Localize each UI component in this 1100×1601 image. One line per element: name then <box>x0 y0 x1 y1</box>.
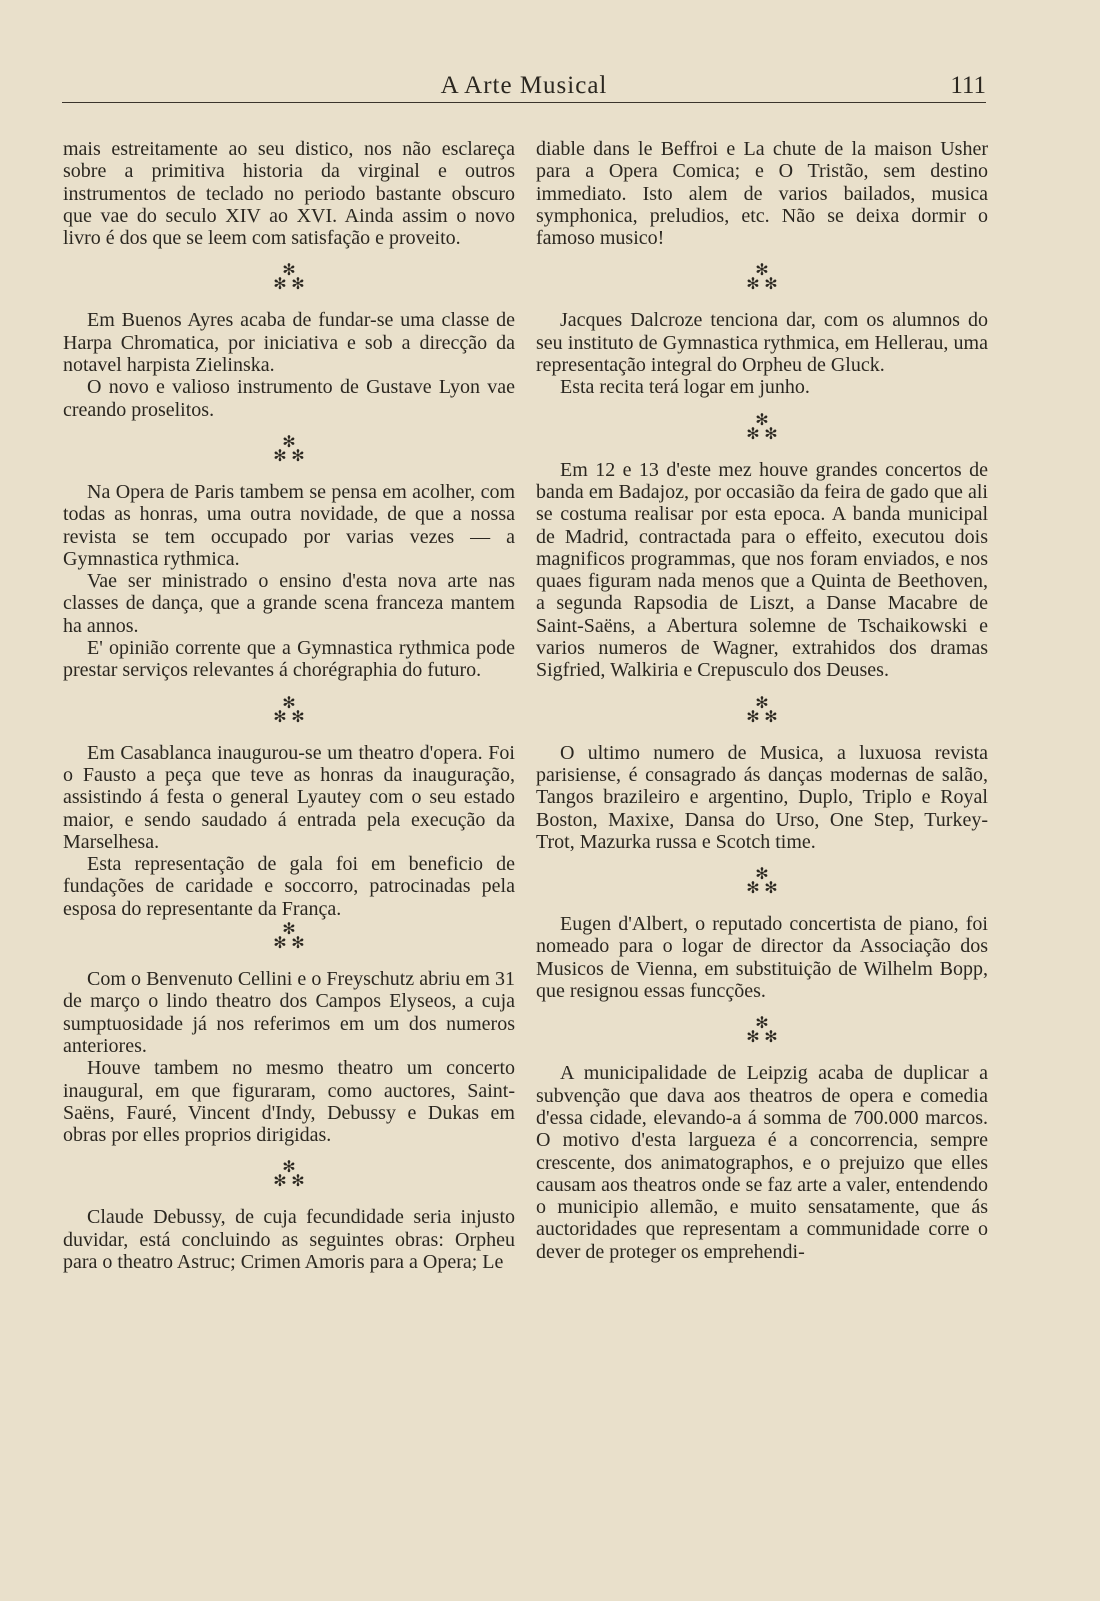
paragraph: Com o Benvenuto Cellini e o Freyschutz abriu em 31 de março o lindo theatro dos Campos Elyseos, a cuja sumptuosidade já nos referimos em um dos numeros anteriores. <box>63 968 515 1057</box>
paragraph: Em Casablanca inaugurou-se um theatro d'opera. Foi o Fausto a peça que teve as honras da inauguração, assistindo á festa o general Lyautey com o seu estado maior, e sendo saudado á entrada pela execução da Marselhesa. <box>63 741 515 853</box>
paragraph: O ultimo numero de Musica, a luxuosa revista parisiense, é consagrado ás danças modernas de salão, Tangos brazileiro e argentino, Duplo, Triplo e Royal Boston, Maxixe, Dansa do Urso, One Step, Turkey-Trot, Mazurka russa e Scotch time. <box>536 741 988 853</box>
paragraph: Jacques Dalcroze tenciona dar, com os alumnos do seu instituto de Gymnastica rythmica, em Hellerau, uma representação integral do Orpheu de Gluck. <box>536 309 988 377</box>
asterism-icon <box>269 1158 309 1194</box>
paragraph: diable dans le Beffroi e La chute de la maison Usher para a Opera Comica; e O Tristão, sem destino immediato. Isto alem de varios bailados, musica symphonica, preludios, etc. Não se deixa dormir o famoso musico! <box>536 138 988 250</box>
asterism-icon <box>742 411 782 447</box>
paragraph: Houve tambem no mesmo theatro um concerto inaugural, em que figuraram, como auctores, Saint-Saëns, Fauré, Vincent d'Indy, Debussy e Dukas em obras por elles proprios dirigidas. <box>63 1057 515 1147</box>
svg-text:✻: ✻ <box>282 693 296 712</box>
right-column <box>536 138 988 1263</box>
svg-text:✻: ✻ <box>746 706 760 726</box>
svg-text:✻: ✻ <box>273 1171 287 1191</box>
svg-text:✻: ✻ <box>755 693 769 712</box>
svg-text:✻: ✻ <box>282 432 296 451</box>
svg-text:✻: ✻ <box>291 933 305 953</box>
svg-text:✻: ✻ <box>273 274 287 294</box>
svg-text:✻: ✻ <box>291 706 305 726</box>
asterism-icon <box>269 261 309 297</box>
svg-text:✻: ✻ <box>764 706 778 726</box>
svg-text:✻: ✻ <box>764 274 778 294</box>
asterism-icon <box>269 920 309 956</box>
svg-text:✻: ✻ <box>282 920 296 939</box>
svg-text:✻: ✻ <box>273 706 287 726</box>
paragraph: Em 12 e 13 d'este mez houve grandes concertos de banda em Badajoz, por occasião da feira de gado que ali se costuma realisar por esta epoca. A banda municipal de Madrid, contractada para o effeito, executou dois magnificos programmas, que nos foram enviados, e nos quaes figuram nada menos que a Quinta de Beethoven, a segunda Rapsodia de Liszt, a Danse Macabre de Saint-Saëns, a Abertura solemne de Tschaikowski e varios numeros de Wagner, extrahidos dos dramas Sigfried, Walkiria e Crepusculo dos Deuses. <box>536 458 988 682</box>
paragraph: O novo e valioso instrumento de Gustave Lyon vae creando proselitos. <box>63 376 515 421</box>
svg-text:✻: ✻ <box>291 1171 305 1191</box>
asterism-icon <box>742 1014 782 1050</box>
paragraph: Eugen d'Albert, o reputado concertista de piano, foi nomeado para o logar de director da Associação dos Musicos de Vienna, em substituição de Wilhelm Bopp, que resignou essas funcções. <box>536 913 988 1003</box>
paragraph: E' opinião corrente que a Gymnastica rythmica pode prestar serviços relevantes á chorégraphia do futuro. <box>63 637 515 682</box>
paragraph: Esta recita terá logar em junho. <box>560 376 810 399</box>
paragraph: Na Opera de Paris tambem se pensa em acolher, com todas as honras, uma outra novidade, de que a nossa revista se tem occupado por varias vezes — a Gymnastica rythmica. <box>63 480 515 570</box>
svg-text:✻: ✻ <box>746 423 760 443</box>
running-title: A Arte Musical <box>440 72 608 99</box>
asterism-icon <box>742 694 782 730</box>
paragraph: mais estreitamente ao seu distico, nos não esclareça sobre a primitiva historia da virginal e outros instrumentos de teclado no periodo bastante obscuro que vae do seculo XIV ao XVI. Ainda assim o novo livro é dos que se leem com satisfação e proveito. <box>63 138 515 250</box>
page-header <box>62 68 986 103</box>
svg-text:✻: ✻ <box>755 261 769 280</box>
svg-text:✻: ✻ <box>764 1027 778 1047</box>
paragraph: A municipalidade de Leipzig acaba de duplicar a subvenção que dava aos theatros de opera e comedia d'essa cidade, elevando-a á somma de 700.000 marcos. O motivo d'esta largueza é a concorrencia, sempre crescente, dos animatographos, e o prejuizo que elles causam aos theatros onde se faz arte a valer, entendendo o municipio allemão, e muito sensatamente, que ás auctoridades que representam a communidade corre o dever de proteger os emprehendi- <box>536 1062 988 1263</box>
asterism-icon <box>742 261 782 297</box>
paragraph: Claude Debussy, de cuja fecundidade seria injusto duvidar, está concluindo as seguintes obras: Orpheu para o theatro Astruc; Crimen Amoris para a Opera; Le <box>63 1206 515 1273</box>
svg-text:✻: ✻ <box>764 423 778 443</box>
paragraph: Em Buenos Ayres acaba de fundar-se uma classe de Harpa Chromatica, por iniciativa e sob a direcção da notavel harpista Zielinska. <box>63 309 515 377</box>
svg-text:✻: ✻ <box>764 878 778 898</box>
svg-text:✻: ✻ <box>273 933 287 953</box>
svg-text:✻: ✻ <box>282 261 296 280</box>
svg-text:✻: ✻ <box>291 445 305 465</box>
svg-text:✻: ✻ <box>273 445 287 465</box>
asterism-icon <box>742 865 782 901</box>
asterism-icon <box>269 433 309 469</box>
svg-text:✻: ✻ <box>746 878 760 898</box>
svg-text:✻: ✻ <box>746 274 760 294</box>
svg-text:✻: ✻ <box>755 1014 769 1033</box>
asterism-icon <box>269 694 309 730</box>
page-number: 111 <box>950 72 986 99</box>
svg-text:✻: ✻ <box>755 865 769 884</box>
left-column <box>63 138 515 1273</box>
paragraph: Esta representação de gala foi em beneficio de fundações de caridade e soccorro, patrocinadas pela esposa do representante da França. <box>63 853 515 920</box>
svg-text:✻: ✻ <box>282 1158 296 1177</box>
svg-text:✻: ✻ <box>755 410 769 429</box>
svg-text:✻: ✻ <box>746 1027 760 1047</box>
paragraph: Vae ser ministrado o ensino d'esta nova arte nas classes de dança, que a grande scena franceza mantem ha annos. <box>63 570 515 637</box>
svg-text:✻: ✻ <box>291 274 305 294</box>
